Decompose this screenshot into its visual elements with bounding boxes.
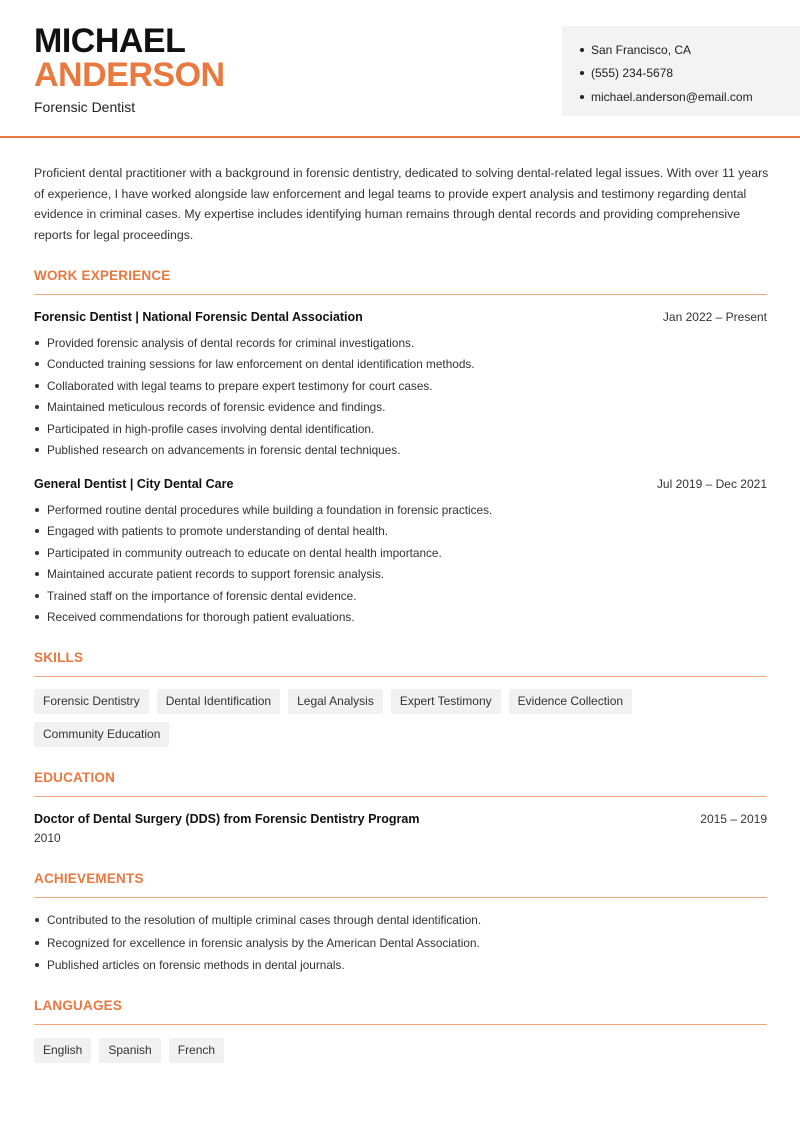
bullet-icon <box>580 71 584 75</box>
education-year: 2010 <box>34 831 61 845</box>
bullet-icon <box>580 48 584 52</box>
job-title: Forensic Dentist <box>34 99 136 115</box>
job-header <box>34 477 767 491</box>
list-item: Participated in high-profile cases involving dental identification. <box>34 418 475 440</box>
list-item: Provided forensic analysis of dental records for criminal investigations. <box>34 332 475 354</box>
degree-title: Doctor of Dental Surgery (DDS) from Forensic Dentistry Program <box>34 812 420 826</box>
list-item: Trained staff on the importance of forensic dental evidence. <box>34 585 492 607</box>
education-header <box>34 812 767 826</box>
education-dates: 2015 – 2019 <box>700 812 767 826</box>
bullet-icon <box>35 427 39 431</box>
job-dates: Jan 2022 – Present <box>662 310 767 324</box>
education-heading: EDUCATION <box>34 770 116 785</box>
skills-heading: SKILLS <box>34 650 84 665</box>
contact-email: michael.anderson@email.com <box>580 85 753 109</box>
job-title-company: Forensic Dentist | National Forensic Dental Association <box>34 310 363 324</box>
list-item: Maintained meticulous records of forensic evidence and findings. <box>34 397 475 419</box>
list-item: Published articles on forensic methods in dental journals. <box>34 954 481 977</box>
skill-chip: Dental Identification <box>157 689 280 714</box>
bullet-icon <box>35 341 39 345</box>
skill-chip: Community Education <box>34 722 169 747</box>
list-item: Recognized for excellence in forensic analysis by the American Dental Association. <box>34 932 481 955</box>
section-divider <box>34 294 767 295</box>
languages-list <box>34 1038 774 1063</box>
list-item: Engaged with patients to promote understanding of dental health. <box>34 521 492 543</box>
list-item: Participated in community outreach to educate on dental health importance. <box>34 542 492 564</box>
work-experience-heading: WORK EXPERIENCE <box>34 268 171 283</box>
bullet-icon <box>35 572 39 576</box>
list-item: Published research on advancements in forensic dental techniques. <box>34 440 475 462</box>
bullet-icon <box>35 529 39 533</box>
summary-text: Proficient dental practitioner with a background in forensic dentistry, dedicated to solving dental-related legal issues. With over 11 years of experience, I have worked alongside law enforcement and legal teams to provide expert analysis and testimony regarding dental evidence in criminal cases. My expertise includes identifying human remains through dental records and providing comprehensive reports for legal proceedings. <box>34 166 769 242</box>
bullet-icon <box>35 448 39 452</box>
job-bullets <box>34 499 492 628</box>
skill-chip: Legal Analysis <box>288 689 383 714</box>
language-chip: English <box>34 1038 91 1063</box>
bullet-icon <box>35 941 39 945</box>
bullet-icon <box>35 918 39 922</box>
bullet-icon <box>35 551 39 555</box>
bullet-icon <box>35 384 39 388</box>
section-divider <box>34 1024 767 1025</box>
job-dates: Jul 2019 – Dec 2021 <box>656 477 767 491</box>
job-bullets <box>34 332 475 461</box>
list-item: Collaborated with legal teams to prepare expert testimony for court cases. <box>34 375 475 397</box>
list-item: Contributed to the resolution of multiple criminal cases through dental identification. <box>34 909 481 932</box>
language-chip: Spanish <box>99 1038 160 1063</box>
achievement-bullets <box>34 909 481 977</box>
bullet-icon <box>35 615 39 619</box>
contact-phone: (555) 234-5678 <box>580 62 753 86</box>
section-divider <box>34 897 767 898</box>
skill-chip: Forensic Dentistry <box>34 689 149 714</box>
list-item: Maintained accurate patient records to support forensic analysis. <box>34 564 492 586</box>
bullet-icon <box>35 508 39 512</box>
last-name: ANDERSON <box>34 56 225 94</box>
first-name: MICHAEL <box>34 22 186 60</box>
contact-box <box>562 26 800 116</box>
job-title-company: General Dentist | City Dental Care <box>34 477 234 491</box>
bullet-icon <box>35 405 39 409</box>
contact-list <box>580 38 753 109</box>
job-header <box>34 310 767 324</box>
achievements-heading: ACHIEVEMENTS <box>34 871 144 886</box>
languages-heading: LANGUAGES <box>34 998 123 1013</box>
resume-header <box>0 0 800 138</box>
section-divider <box>34 676 767 677</box>
list-item: Conducted training sessions for law enforcement on dental identification methods. <box>34 354 475 376</box>
contact-location: San Francisco, CA <box>580 38 753 62</box>
language-chip: French <box>169 1038 224 1063</box>
skill-chip: Evidence Collection <box>509 689 632 714</box>
bullet-icon <box>35 594 39 598</box>
bullet-icon <box>35 362 39 366</box>
list-item: Received commendations for thorough patient evaluations. <box>34 607 492 629</box>
skill-chip: Expert Testimony <box>391 689 501 714</box>
bullet-icon <box>35 963 39 967</box>
list-item: Performed routine dental procedures while building a foundation in forensic practices. <box>34 499 492 521</box>
skills-list <box>34 689 774 747</box>
bullet-icon <box>580 95 584 99</box>
section-divider <box>34 796 767 797</box>
